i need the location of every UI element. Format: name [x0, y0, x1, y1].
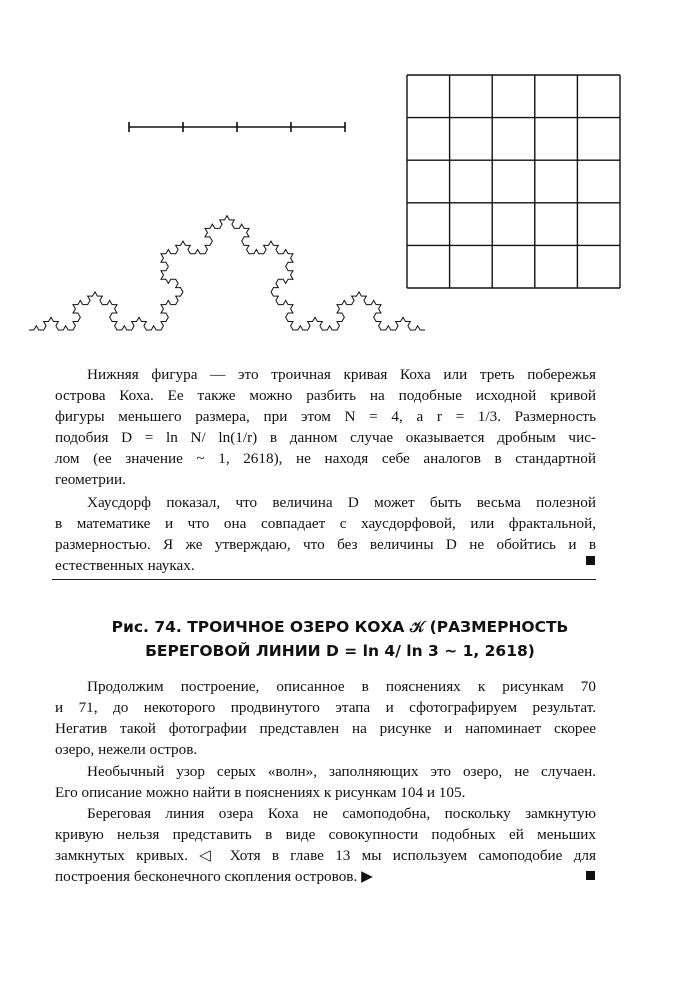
- paragraph-coastline: [55, 803, 596, 887]
- text-line: Нижняя фигура — это троичная кривая Коха или треть побережья: [87, 366, 596, 383]
- text-line: Продолжим построение, описанное в пояснениях к рисункам 70: [87, 678, 596, 695]
- paragraph-construction: [55, 676, 596, 760]
- text-line: Береговая линия озера Коха не самоподобна, поскольку замкнутую: [87, 805, 596, 822]
- text-line: лом (ее значение ~ 1, 2618), не находя себе аналогов в стандартной: [55, 450, 596, 467]
- text-line: фигуры меньшего размера, при этом N = 4, а r = 1/3. Размерность: [55, 408, 596, 425]
- text-line: подобия D = ln N/ ln(1/r) в данном случае оказывается дробным чис-: [55, 429, 596, 446]
- paragraph-hausdorff: [55, 492, 596, 576]
- text-line: размерностью. Я же утверждаю, что без величины D не обойтись и в: [55, 536, 596, 553]
- text-line: озеро, нежели остров.: [55, 741, 198, 758]
- text-line: Хаусдорф показал, что величина D может быть весьма полезной: [87, 494, 596, 511]
- figure-caption-line1: Рис. 74. ТРОИЧНОЕ ОЗЕРО КОХА 𝒦 (РАЗМЕРНОСТЬ: [111, 618, 569, 636]
- koch-curve: [29, 216, 425, 330]
- top-figure: [0, 0, 687, 350]
- text-line: геометрии.: [55, 471, 126, 488]
- divided-segment: [129, 122, 345, 132]
- paragraph-waves: [55, 761, 596, 803]
- end-of-section-square: [586, 871, 595, 880]
- text-line: замкнутых кривых. ◁ Хотя в главе 13 мы используем самоподобие для: [55, 847, 596, 864]
- text-line: в математике и что она совпадает с хаусдорфовой, или фрактальной,: [55, 515, 596, 532]
- text-line: кривую нельзя представить в виде совокупности подобных ей меньших: [55, 826, 596, 843]
- text-line: острова Коха. Ее также можно разбить на подобные исходной кривой: [55, 387, 596, 404]
- text-line: Необычный узор серых «волн», заполняющих это озеро, не случаен.: [87, 763, 596, 780]
- text-line: Его описание можно найти в пояснениях к рисункам 104 и 105.: [55, 784, 466, 801]
- text-line: и 71, до некоторого продвинутого этапа и сфотографируем результат.: [55, 699, 596, 716]
- paragraph-koch-curve: [55, 364, 596, 490]
- text-line: естественных науках.: [55, 557, 195, 574]
- text-line: построения бесконечного скопления островов. ▶: [55, 868, 373, 885]
- figure-caption-line2: БЕРЕГОВОЙ ЛИНИИ D = ln 4/ ln 3 ~ 1, 2618): [145, 642, 535, 660]
- end-of-section-square: [586, 556, 595, 565]
- square-grid: [407, 75, 620, 288]
- text-line: Негатив такой фотографии представлен на рисунке и напоминает скорее: [55, 720, 596, 737]
- section-divider: [52, 579, 596, 580]
